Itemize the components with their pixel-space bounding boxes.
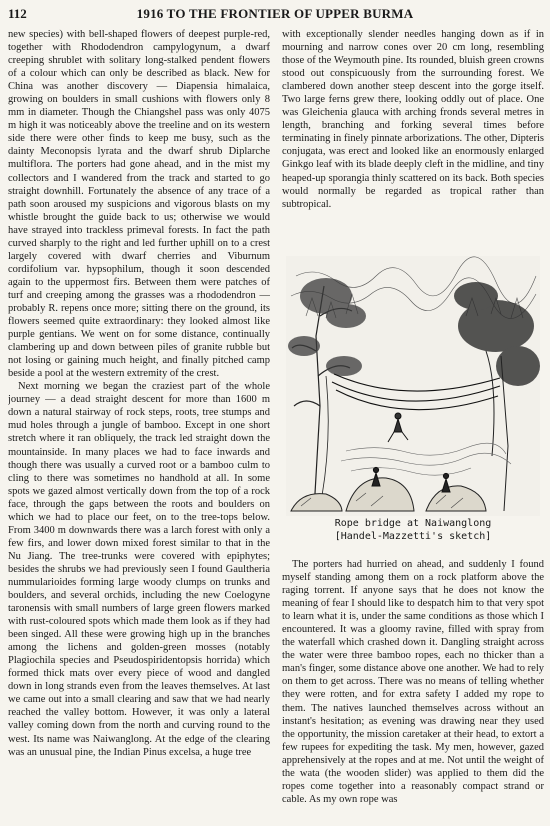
caption-title: Rope bridge at Naiwanglong [334,518,492,529]
figure-caption [282,517,544,543]
body-paragraph: The porters had hurried on ahead, and suddenly I found myself standing among them on a rock platform above the raging torrent. If anyone says that he does not know the meaning of fear I should like to despatch him to that very spot to learn what it is, under the same conditions as those which I encountered. It was a gloomy ravine, filled with spray from the waterfall which crashed down it. Dangling straight across the water were three bamboo ropes, each no thicker than a man's finger, some distance above one another. We had to rely on them to get across. There was no means of telling whether they were rotten, and for extra safety I added my rope to them. The natives launched themselves across without an instant's hesitation; as evening was drawing near they used the opportunity, the mission caretaker at their head, to extort a few rupees for expediting the task. My men, however, gazed apprehensively at the ropes and at me. Not until the weight of the wata (the wooden slider) was applied to them did the ropes come together into a reasonably compact strand or cable. As my own rope was [282,559,544,805]
rope-bridge-sketch [286,256,540,516]
body-paragraph: with exceptionally slender needles hanging down as if in mourning and narrow cones over 20 cm long, resembling those of the Weymouth pine. Its rounded, bluish green crowns stood out conspicuously from the surrounding forest. We clambered down another steep descent into the gorge itself. Two large ferns grew there, looking oddly out of place. One was Gleichenia glauca with arching fronds several metres in length, branching and forking several times before terminating in finely pinnate arborizations. The other, Dipteris conjugata, was erect and looked like an enormously enlarged Ginkgo leaf with its blade deeply cleft in the midline, and tiny heaped-up sporangia thinly scattered on its back. Both species would normally be regarded as tropical rather than subtropical. [282,29,544,210]
body-paragraph: Next morning we began the craziest part of the whole journey — a dead straight descent for more than 1600 m down a natural stairway of rock steps, roots, tree stumps and mud holes through a jungle of bamboo. Except in one short stretch where it ran obliquely, the track led straight down the mountainside. In many places we had to face inwards and though there was usually a curved root or a bamboo culm to cling to there was sometimes no handhold at all. In some spots we gazed almost vertically down from the top of a rock face, through the gaps between the roots and boulders on which we had to place our feet, on to the tree-tops below. From 3400 m downwards there was a larch forest with only a few firs, and lower down mixed forest similar to that in the Nu Jiang. The tree-trunks were covered with epiphytes; besides the shrubs we had previously seen I found Gaultheria nummularioides forming large woody clumps on trunks and boulders, and several orchids, including the new Coelogyne taronensis with small numbers of large green flowers marked with rust-coloured spots which made them look as if they had been singed. All these were growing high up in the branches among the lichens and golden-green mosses (notably Plagiochila species and Pseudospiridentopsis horrida) which formed thick mats over every piece of wood and dangled down in long strands even from the leaves themselves. At last we came out into a small clearing and saw that we had nearly reached the valley bottom. However, it was only a lateral valley coming down from the north and curving round to the west. Its name was Naiwanglong. At the edge of the clearing was an unusual pine, the Indian Pinus excelsa, a huge tree [8,381,270,758]
right-column-top [282,28,544,226]
page-number: 112 [8,6,27,21]
right-column-bottom [282,558,544,824]
left-column [8,28,270,824]
running-title: 1916 TO THE FRONTIER OF UPPER BURMA [136,6,414,21]
caption-credit: [Handel-Mazzetti's sketch] [334,531,492,542]
body-paragraph: new species) with bell-shaped flowers of deepest purple-red, together with Rhododendron campylogynum, a dwarf creeping shrublet with solitary long-stalked pendent flowers of a colour which can only be described as black. New for China was another discovery — Diapensia himalaica, growing on boulders in small cushions with flowers only 8 mm in diameter. Though the Chiangshel pass was only 4075 m high it was noticeably above the treeline and on its western side there were other finds to keep me busy, such as the dainty Meconopsis lyrata and the dwarf shrub Diplarche multiflora. The porters had gone ahead, and in the mist my collectors and I wandered from the track and started to go straight downhill. Fortunately the absence of any trace of a path soon aroused my suspicions and vigorous blasts on my whistle brought the guide back to us; otherwise we would have strayed into trackless primeval forests. In fact the path curved sharply to the right and led further uphill on to a crest largely covered with dwarf cherries and Viburnum cordifolium var. hypsophilum, though it soon descended again to the uppermost firs. Between them were patches of turf and creeping among the grasses was a rhododendron — probably R. repens once more; sitting there on the ground, its flowers seemed quite extraordinary: they looked almost like purple gentians. We went on for some distance, continually clambering up and down between piles of granite rubble but not losing or gaining much height, and finally pitched camp beside a pool at the western extremity of the crest. [8,29,270,380]
sketch-illustration [286,256,540,516]
page-header [8,6,542,26]
